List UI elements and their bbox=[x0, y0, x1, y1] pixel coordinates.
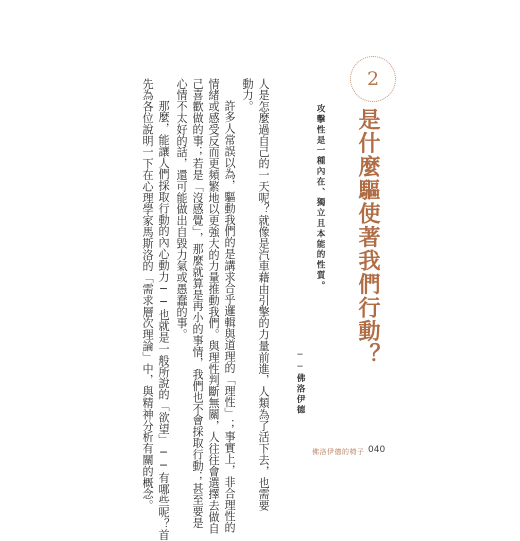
epigraph-quote: 攻擊性是一種內在、獨立且本能的性質。 bbox=[315, 104, 325, 292]
body-line: 己喜歡做的事；若是「沒感覺」，那麼就算是再小的事情，我們也不會採取行動；甚至要是 bbox=[191, 78, 204, 529]
chapter-number: 2 bbox=[366, 67, 380, 90]
body-line: 人是怎麼過自己的一天呢？就像是汽車藉由引擎的力量前進，人類為了活下去，也需要 bbox=[257, 78, 270, 512]
body-line: 情緒或感受反而更頻繁地以更強大的力量推動我們。與理性判斷無關，人往往會選擇去做自 bbox=[207, 78, 220, 534]
body-line: 動力。 bbox=[241, 78, 254, 113]
body-line: 那麼，能讓人們採取行動的內心動力──也就是一般所說的「欲望」──有哪些呢？首 bbox=[157, 100, 170, 541]
epigraph-attribution: ──佛洛伊德 bbox=[295, 350, 305, 416]
footer-book-title: 佛洛伊德的椅子 bbox=[312, 448, 365, 456]
body-line: 許多人常誤以為，驅動我們的是講求合乎邏輯與道理的「理性」；事實上，非合理性的 bbox=[223, 100, 236, 534]
body-line: 心情不太好的話，還可能做出自毀力氣或愚蠢的事。 bbox=[175, 78, 188, 341]
body-line: 先為各位說明一下在心理學家馬斯洛的「需求層次理論」中，與精神分析有關的概念。 bbox=[141, 78, 154, 512]
chapter-number-badge bbox=[350, 56, 396, 102]
chapter-title: 是什麼驅使著我們行動？ bbox=[355, 108, 381, 367]
footer-page-number: 040 bbox=[368, 445, 386, 455]
